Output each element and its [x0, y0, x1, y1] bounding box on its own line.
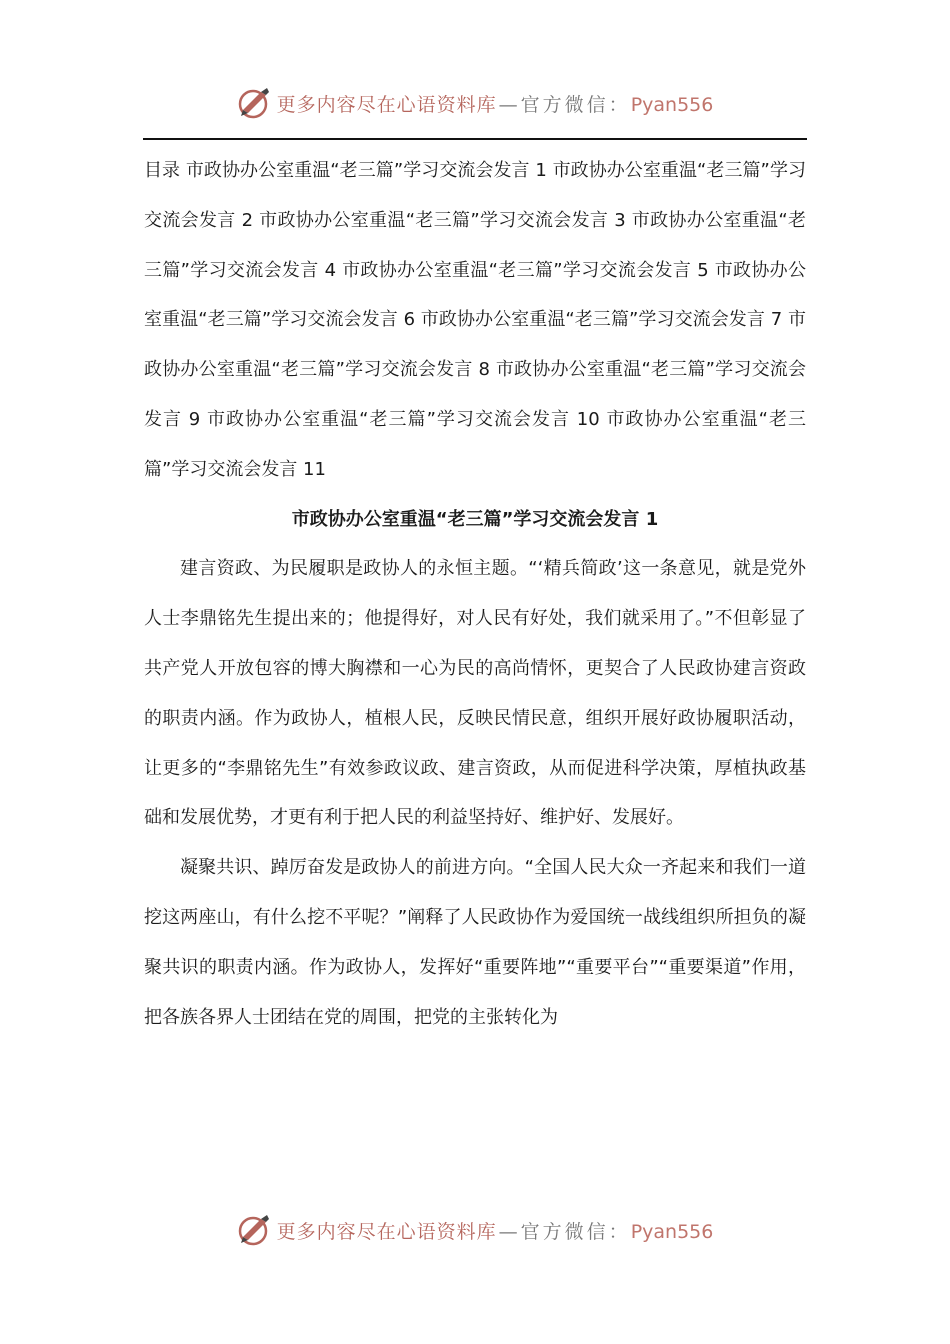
header-banner-text — [277, 90, 714, 117]
header-divider — [143, 138, 807, 140]
footer-banner — [0, 1210, 950, 1250]
body-paragraph-2: 凝聚共识、踔厉奋发是政协人的前进方向。“全国人民大众一齐起来和我们一道挖这两座山，有什么挖不平呢？”阐释了人民政协作为爱国统一战线组织所担负的凝聚共识的职责内涵。作为政协人，发挥好“重要阵地”“重要平台”“重要渠道”作用，把各族各界人士团结在党的周围，把党的主张转化为 — [144, 857, 806, 1028]
banner-sub-text: 官方微信： — [520, 1220, 631, 1243]
banner-handle: Pyan556 — [630, 1220, 714, 1243]
footer-banner-text — [277, 1217, 714, 1244]
pen-logo-icon — [237, 86, 271, 120]
header-banner — [0, 83, 950, 123]
banner-dash: — — [498, 93, 519, 116]
pen-logo-icon — [237, 1213, 271, 1247]
section-heading: 市政协办公室重温“老三篇”学习交流会发言 1 — [291, 508, 659, 530]
banner-main-text: 更多内容尽在心语资料库 — [276, 93, 497, 116]
banner-dash: — — [498, 1220, 519, 1243]
banner-handle: Pyan556 — [630, 93, 714, 116]
banner-sub-text: 官方微信： — [520, 93, 631, 116]
document-body — [144, 146, 806, 1042]
body-paragraph-1: 建言资政、为民履职是政协人的永恒主题。“‘精兵简政’这一条意见，就是党外人士李鼎铭先生提出来的；他提得好，对人民有好处，我们就采用了。”不但彰显了共产党人开放包容的博大胸襟和一心为民的高尚情怀，更契合了人民政协建言资政的职责内涵。作为政协人，植根人民，反映民情民意，组织开展好政协履职活动，让更多的“李鼎铭先生”有效参政议政、建言资政，从而促进科学决策，厚植执政基础和发展优势，才更有利于把人民的利益坚持好、维护好、发展好。 — [144, 558, 806, 829]
banner-main-text: 更多内容尽在心语资料库 — [276, 1220, 497, 1243]
table-of-contents: 目录 市政协办公室重温“老三篇”学习交流会发言 1 市政协办公室重温“老三篇”学习交流会发言 2 市政协办公室重温“老三篇”学习交流会发言 3 市政协办公室重温“老三篇”学习交流会发言 4 市政协办公室重温“老三篇”学习交流会发言 5 市政协办公室重温“老三篇”学习交流会发言 6 市政协办公室重温“老三篇”学习交流会发言 7 市政协办公室重温“老三篇”学习交流会发言 8 市政协办公室重温“老三篇”学习交流会发言 9 市政协办公室重温“老三篇”学习交流会发言 10 市政协办公室重温“老三篇”学习交流会发言 11 — [144, 160, 806, 480]
